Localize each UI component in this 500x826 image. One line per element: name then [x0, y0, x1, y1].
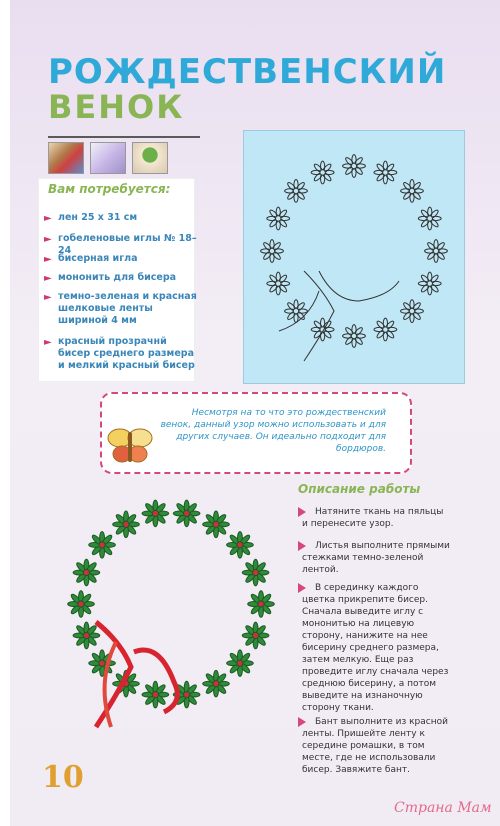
- materials-item: ► мононить для бисера: [44, 272, 177, 284]
- bullet-icon: ►: [44, 273, 52, 284]
- instruction-step: В серединку каждого цветка прикрепите бисер. Сначала выведите иглу с мононитью на лицевую сторону, нанижите на нее бисерину среднего размера, затем мелкую. Еще раз проведите иглу сначала через среднюю бисерину, а потом выведите на изнаночную сторону ткани.: [302, 582, 452, 714]
- materials-heading: Вам потребуется:: [48, 182, 171, 196]
- materials-photo-2: [90, 142, 126, 174]
- materials-photo-3: [132, 142, 168, 174]
- page-title-line2: ВЕНОК: [48, 88, 185, 126]
- materials-item: ► гобеленовые иглы № 18–24: [44, 233, 197, 256]
- pointer-icon: [298, 541, 306, 551]
- materials-item: ► темно-зеленая и красная шелковые ленты шириной 4 мм: [44, 291, 197, 326]
- materials-item: ► лен 25 х 31 см: [44, 212, 138, 224]
- butterfly-icon: [104, 424, 156, 470]
- materials-item: ► бисерная игла: [44, 253, 138, 265]
- instruction-step: Листья выполните прямыми стежками темно-зеленой лентой.: [302, 540, 452, 576]
- bullet-icon: ►: [44, 234, 52, 245]
- instructions-heading: Описание работы: [298, 482, 421, 496]
- bow-outline: [279, 271, 399, 361]
- bullet-icon: ►: [44, 254, 52, 265]
- pointer-icon: [298, 717, 306, 727]
- wreath-color-illustration: [56, 492, 286, 742]
- pointer-icon: [298, 583, 306, 593]
- wreath-outline-drawing: [244, 131, 464, 383]
- bullet-icon: ►: [44, 213, 52, 224]
- instruction-step: Натяните ткань на пяльцы и перенесите узор.: [302, 506, 452, 530]
- pointer-icon: [298, 507, 306, 517]
- page-number: 10: [42, 760, 84, 795]
- page-title-line1: РОЖДЕСТВЕНСКИЙ: [48, 52, 447, 92]
- note-text: Несмотря на то что это рождественский венок, данный узор можно использовать и для других случаев. Он идеально подходит для бордюров.: [160, 408, 386, 454]
- bullet-icon: ►: [44, 337, 52, 348]
- bullet-icon: ►: [44, 292, 52, 303]
- title-divider: [48, 136, 200, 138]
- wreath-pattern-panel: [243, 130, 465, 384]
- watermark: Страна Мам: [394, 800, 492, 816]
- materials-item: ► красный прозрачнй бисер среднего размера и мелкий красный бисер: [44, 336, 195, 371]
- instruction-step: Бант выполните из красной ленты. Пришейте ленту к середине ромашки, в том месте, где не использовали бисер. Завяжите бант.: [302, 716, 452, 776]
- materials-photo-1: [48, 142, 84, 174]
